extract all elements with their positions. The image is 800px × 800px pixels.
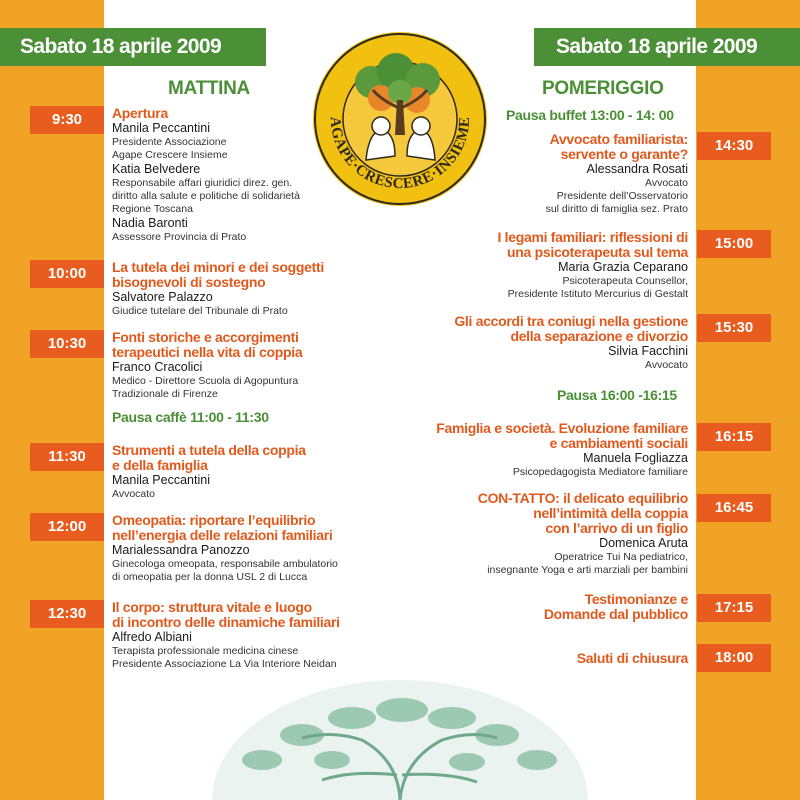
session-title: I legami familiari: riflessioni di: [497, 229, 688, 245]
program-item-strumenti-tutela: [112, 443, 412, 501]
session-title: nell’intimità della coppia: [533, 505, 688, 521]
session-title: CON-TATTO: il delicato equilibrio: [477, 490, 688, 506]
time-tag-1500: 15:00: [697, 230, 771, 258]
speaker-role: Psicoterapeuta Counsellor,: [562, 275, 688, 287]
speaker-role: Terapista professionale medicina cinese: [112, 645, 299, 657]
date-banner-left: Sabato 18 aprile 2009: [0, 28, 266, 66]
session-title: terapeutici nella vita di coppia: [112, 344, 303, 360]
program-item-apertura: [112, 106, 412, 244]
session-title: Strumenti a tutela della coppia: [112, 442, 306, 458]
session-title: Il corpo: struttura vitale e luogo: [112, 599, 312, 615]
session-title: La tutela dei minori e dei soggetti: [112, 259, 324, 275]
speaker-name: Alfredo Albiani: [112, 630, 192, 644]
speaker-name: Domenica Aruta: [599, 536, 688, 550]
speaker-role: diritto alla salute e politiche di solidarietà: [112, 190, 300, 202]
program-item-con-tatto: [368, 491, 688, 577]
program-item-tutela-minori: [112, 260, 412, 318]
session-title: Famiglia e società. Evoluzione familiare: [436, 420, 688, 436]
program-item-legami-familiari: [368, 230, 688, 301]
time-tag-1645: 16:45: [697, 494, 771, 522]
session-title: della separazione e divorzio: [510, 328, 688, 344]
speaker-name: Manuela Fogliazza: [583, 451, 688, 465]
speaker-name: Silvia Facchini: [608, 344, 688, 358]
time-tag-1530: 15:30: [697, 314, 771, 342]
speaker-role: Avvocato: [112, 488, 155, 500]
time-tag-1130: 11:30: [30, 443, 104, 471]
speaker-name: Maria Grazia Ceparano: [558, 260, 688, 274]
speaker-role: Tradizionale di Firenze: [112, 388, 218, 400]
time-tag-1715: 17:15: [697, 594, 771, 622]
buffet-break-label: Pausa buffet 13:00 - 14: 00: [506, 107, 674, 123]
speaker-role: Presidente Istituto Mercurius di Gestalt: [507, 288, 688, 300]
session-title: Testimonianze e: [584, 591, 688, 607]
speaker-role: insegnante Yoga e arti marziali per bambini: [487, 564, 688, 576]
session-title: Saluti di chiusura: [576, 650, 688, 666]
session-title: bisognevoli di sostegno: [112, 274, 266, 290]
speaker-role: Assessore Provincia di Prato: [112, 231, 247, 243]
logo-arc-text: AGAPE·CRESCERE·INSIEME: [326, 116, 474, 193]
speaker-role: Presidente Associazione La Via Interiore Neidan: [112, 658, 337, 670]
program-item-famiglia-societa: [368, 421, 688, 479]
session-title: Gli accordi tra coniugi nella gestione: [454, 313, 688, 329]
speaker-role: Regione Toscana: [112, 203, 193, 215]
time-tag-1430: 14:30: [697, 132, 771, 160]
speaker-name: Alessandra Rosati: [586, 162, 688, 176]
speaker-role: Operatrice Tui Na pediatrico,: [554, 551, 688, 563]
right-orange-stripe: [696, 0, 800, 800]
time-tag-1800: 18:00: [697, 644, 771, 672]
session-title: nell’energia delle relazioni familiari: [112, 527, 333, 543]
session-title: Omeopatia: riportare l’equilibrio: [112, 512, 316, 528]
tea-break-label: Pausa 16:00 -16:15: [557, 387, 677, 403]
speaker-name: Manila Peccantini: [112, 121, 210, 135]
session-title: e cambiamenti sociali: [549, 435, 688, 451]
session-title: e della famiglia: [112, 457, 208, 473]
session-title: Apertura: [112, 105, 168, 121]
speaker-name: Nadia Baronti: [112, 216, 188, 230]
section-title-pomeriggio: POMERIGGIO: [542, 78, 664, 99]
time-tag-1030: 10:30: [30, 330, 104, 358]
program-item-testimonianze: [368, 592, 688, 622]
session-title: servente o garante?: [560, 146, 688, 162]
section-title-mattina: MATTINA: [168, 78, 250, 99]
speaker-role: Giudice tutelare del Tribunale di Prato: [112, 305, 288, 317]
date-banner-right: Sabato 18 aprile 2009: [534, 28, 800, 66]
speaker-role: Ginecologa omeopata, responsabile ambulatorio: [112, 558, 338, 570]
decorative-tree-icon: [192, 680, 608, 800]
time-tag-1615: 16:15: [697, 423, 771, 451]
speaker-name: Salvatore Palazzo: [112, 290, 213, 304]
speaker-name: Katia Belvedere: [112, 162, 201, 176]
speaker-role: Psicopedagogista Mediatore familiare: [512, 466, 688, 478]
program-item-avvocato-familiarista: [368, 132, 688, 216]
coffee-break-label: Pausa caffè 11:00 - 11:30: [112, 409, 269, 425]
speaker-name: Franco Cracolici: [112, 360, 203, 374]
time-tag-1000: 10:00: [30, 260, 104, 288]
speaker-name: Marialessandra Panozzo: [112, 543, 250, 557]
session-title: Fonti storiche e accorgimenti: [112, 329, 299, 345]
speaker-role: Responsabile affari giuridici direz. gen.: [112, 177, 293, 189]
speaker-role: Avvocato: [645, 177, 688, 189]
session-title: di incontro delle dinamiche familiari: [112, 614, 340, 630]
session-title: una psicoterapeuta sul tema: [507, 244, 688, 260]
session-title: Domande dal pubblico: [543, 606, 688, 622]
speaker-name: Manila Peccantini: [112, 473, 210, 487]
speaker-role: Presidente dell’Osservatorio: [556, 190, 688, 202]
time-tag-1200: 12:00: [30, 513, 104, 541]
speaker-role: Medico - Direttore Scuola di Agopuntura: [112, 375, 299, 387]
time-tag-1230: 12:30: [30, 600, 104, 628]
speaker-role: di omeopatia per la donna USL 2 di Lucca: [112, 571, 308, 583]
time-tag-0930: 9:30: [30, 106, 104, 134]
speaker-role: sul diritto di famiglia sez. Prato: [545, 203, 688, 215]
program-item-saluti-chiusura: [368, 651, 688, 666]
speaker-role: Presidente Associazione: [112, 136, 227, 148]
program-item-accordi-coniugi: [368, 314, 688, 372]
speaker-role: Avvocato: [645, 359, 688, 371]
session-title: Avvocato familiarista:: [549, 131, 688, 147]
program-item-omeopatia: [112, 513, 412, 584]
session-title: con l’arrivo di un figlio: [545, 520, 688, 536]
program-item-fonti-storiche: [112, 330, 412, 401]
program-item-il-corpo: [112, 600, 412, 671]
speaker-role: Agape Crescere Insieme: [112, 149, 228, 161]
